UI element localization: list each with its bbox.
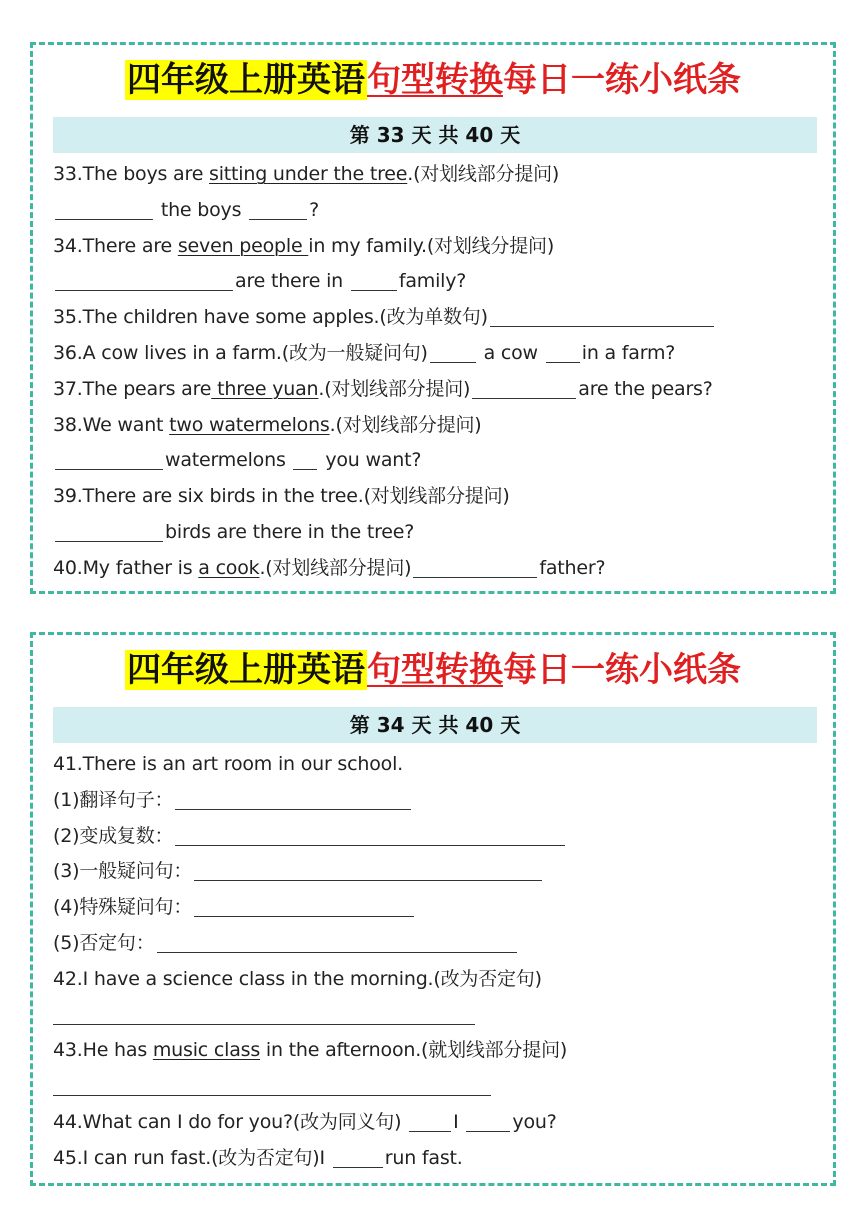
- answer-blank[interactable]: [194, 896, 414, 917]
- question-list: [53, 747, 817, 1177]
- answer-blank[interactable]: [466, 1111, 510, 1132]
- question-35: 35.The children have some apples.(改为单数句): [53, 300, 817, 336]
- answer-blank[interactable]: [55, 199, 153, 220]
- answer-blank[interactable]: [175, 825, 565, 846]
- question-45: 45.I can run fast.(改为否定句)I run fast.: [53, 1146, 463, 1169]
- worksheet-title: [33, 55, 833, 105]
- answer-blank[interactable]: [293, 449, 317, 470]
- answer-blank[interactable]: [333, 1147, 383, 1168]
- answer-line-39: birds are there in the tree?: [53, 515, 817, 551]
- question-41-5: (5)否定句：: [53, 926, 817, 962]
- answer-blank[interactable]: [490, 306, 714, 327]
- answer-blank[interactable]: [430, 342, 476, 363]
- question-34: 34.There are seven people in my family.(对划线分提问): [53, 234, 555, 257]
- answer-blank[interactable]: [55, 521, 163, 542]
- title-red-underlined: 句型转换: [367, 650, 503, 690]
- title-red: 每日一练小纸条: [503, 650, 741, 690]
- question-33: 33.The boys are sitting under the tree.(对划线部分提问): [53, 163, 560, 185]
- title-red: 每日一练小纸条: [503, 60, 741, 100]
- worksheet-card-day-34: [30, 632, 836, 1186]
- question-41-2: (2)变成复数：: [53, 819, 817, 855]
- answer-blank[interactable]: [157, 932, 517, 953]
- worksheet-title: [33, 645, 833, 695]
- answer-blank[interactable]: [194, 860, 542, 881]
- answer-line-33: the boys ?: [53, 193, 817, 229]
- answer-line-38: watermelons you want?: [53, 443, 817, 479]
- question-41-4: (4)特殊疑问句：: [53, 890, 817, 926]
- worksheet-card-day-33: [30, 42, 836, 594]
- question-44: 44.What can I do for you?(改为同义句) I you?: [53, 1110, 557, 1133]
- answer-blank[interactable]: [472, 378, 576, 399]
- answer-blank[interactable]: [175, 789, 411, 810]
- title-red-underlined: 句型转换: [367, 60, 503, 100]
- answer-blank[interactable]: [351, 270, 397, 291]
- title-highlight: 四年级上册英语: [127, 60, 365, 100]
- answer-line-34: are there in family?: [53, 264, 817, 300]
- answer-blank[interactable]: [55, 449, 163, 470]
- question-42: 42.I have a science class in the morning.(改为否定句): [53, 967, 542, 990]
- answer-line-42: [53, 998, 817, 1034]
- question-37: 37.The pears are three yuan.(对划线部分提问) are the pears?: [53, 377, 713, 400]
- question-41: 41.There is an art room in our school.: [53, 753, 403, 775]
- question-43: 43.He has music class in the afternoon.(就划线部分提问): [53, 1039, 568, 1062]
- answer-blank[interactable]: [546, 342, 580, 363]
- answer-blank[interactable]: [413, 557, 537, 578]
- title-highlight: 四年级上册英语: [127, 650, 365, 690]
- question-list: [53, 157, 817, 587]
- question-41-3: (3)一般疑问句：: [53, 854, 817, 890]
- question-40: 40.My father is a cook.(对划线部分提问) father?: [53, 556, 606, 579]
- day-counter: 第 34 天 共 40 天: [53, 707, 817, 743]
- question-36: 36.A cow lives in a farm.(改为一般疑问句) a cow in a farm?: [53, 341, 676, 364]
- answer-blank[interactable]: [55, 270, 233, 291]
- answer-blank[interactable]: [249, 199, 307, 220]
- question-41-1: (1)翻译句子：: [53, 783, 817, 819]
- answer-blank[interactable]: [53, 1006, 475, 1025]
- answer-blank[interactable]: [53, 1077, 491, 1096]
- answer-line-43: [53, 1069, 817, 1105]
- day-counter: 第 33 天 共 40 天: [53, 117, 817, 153]
- question-39: 39.There are six birds in the tree.(对划线部分提问): [53, 485, 510, 508]
- answer-blank[interactable]: [409, 1111, 451, 1132]
- question-38: 38.We want two watermelons.(对划线部分提问): [53, 413, 482, 436]
